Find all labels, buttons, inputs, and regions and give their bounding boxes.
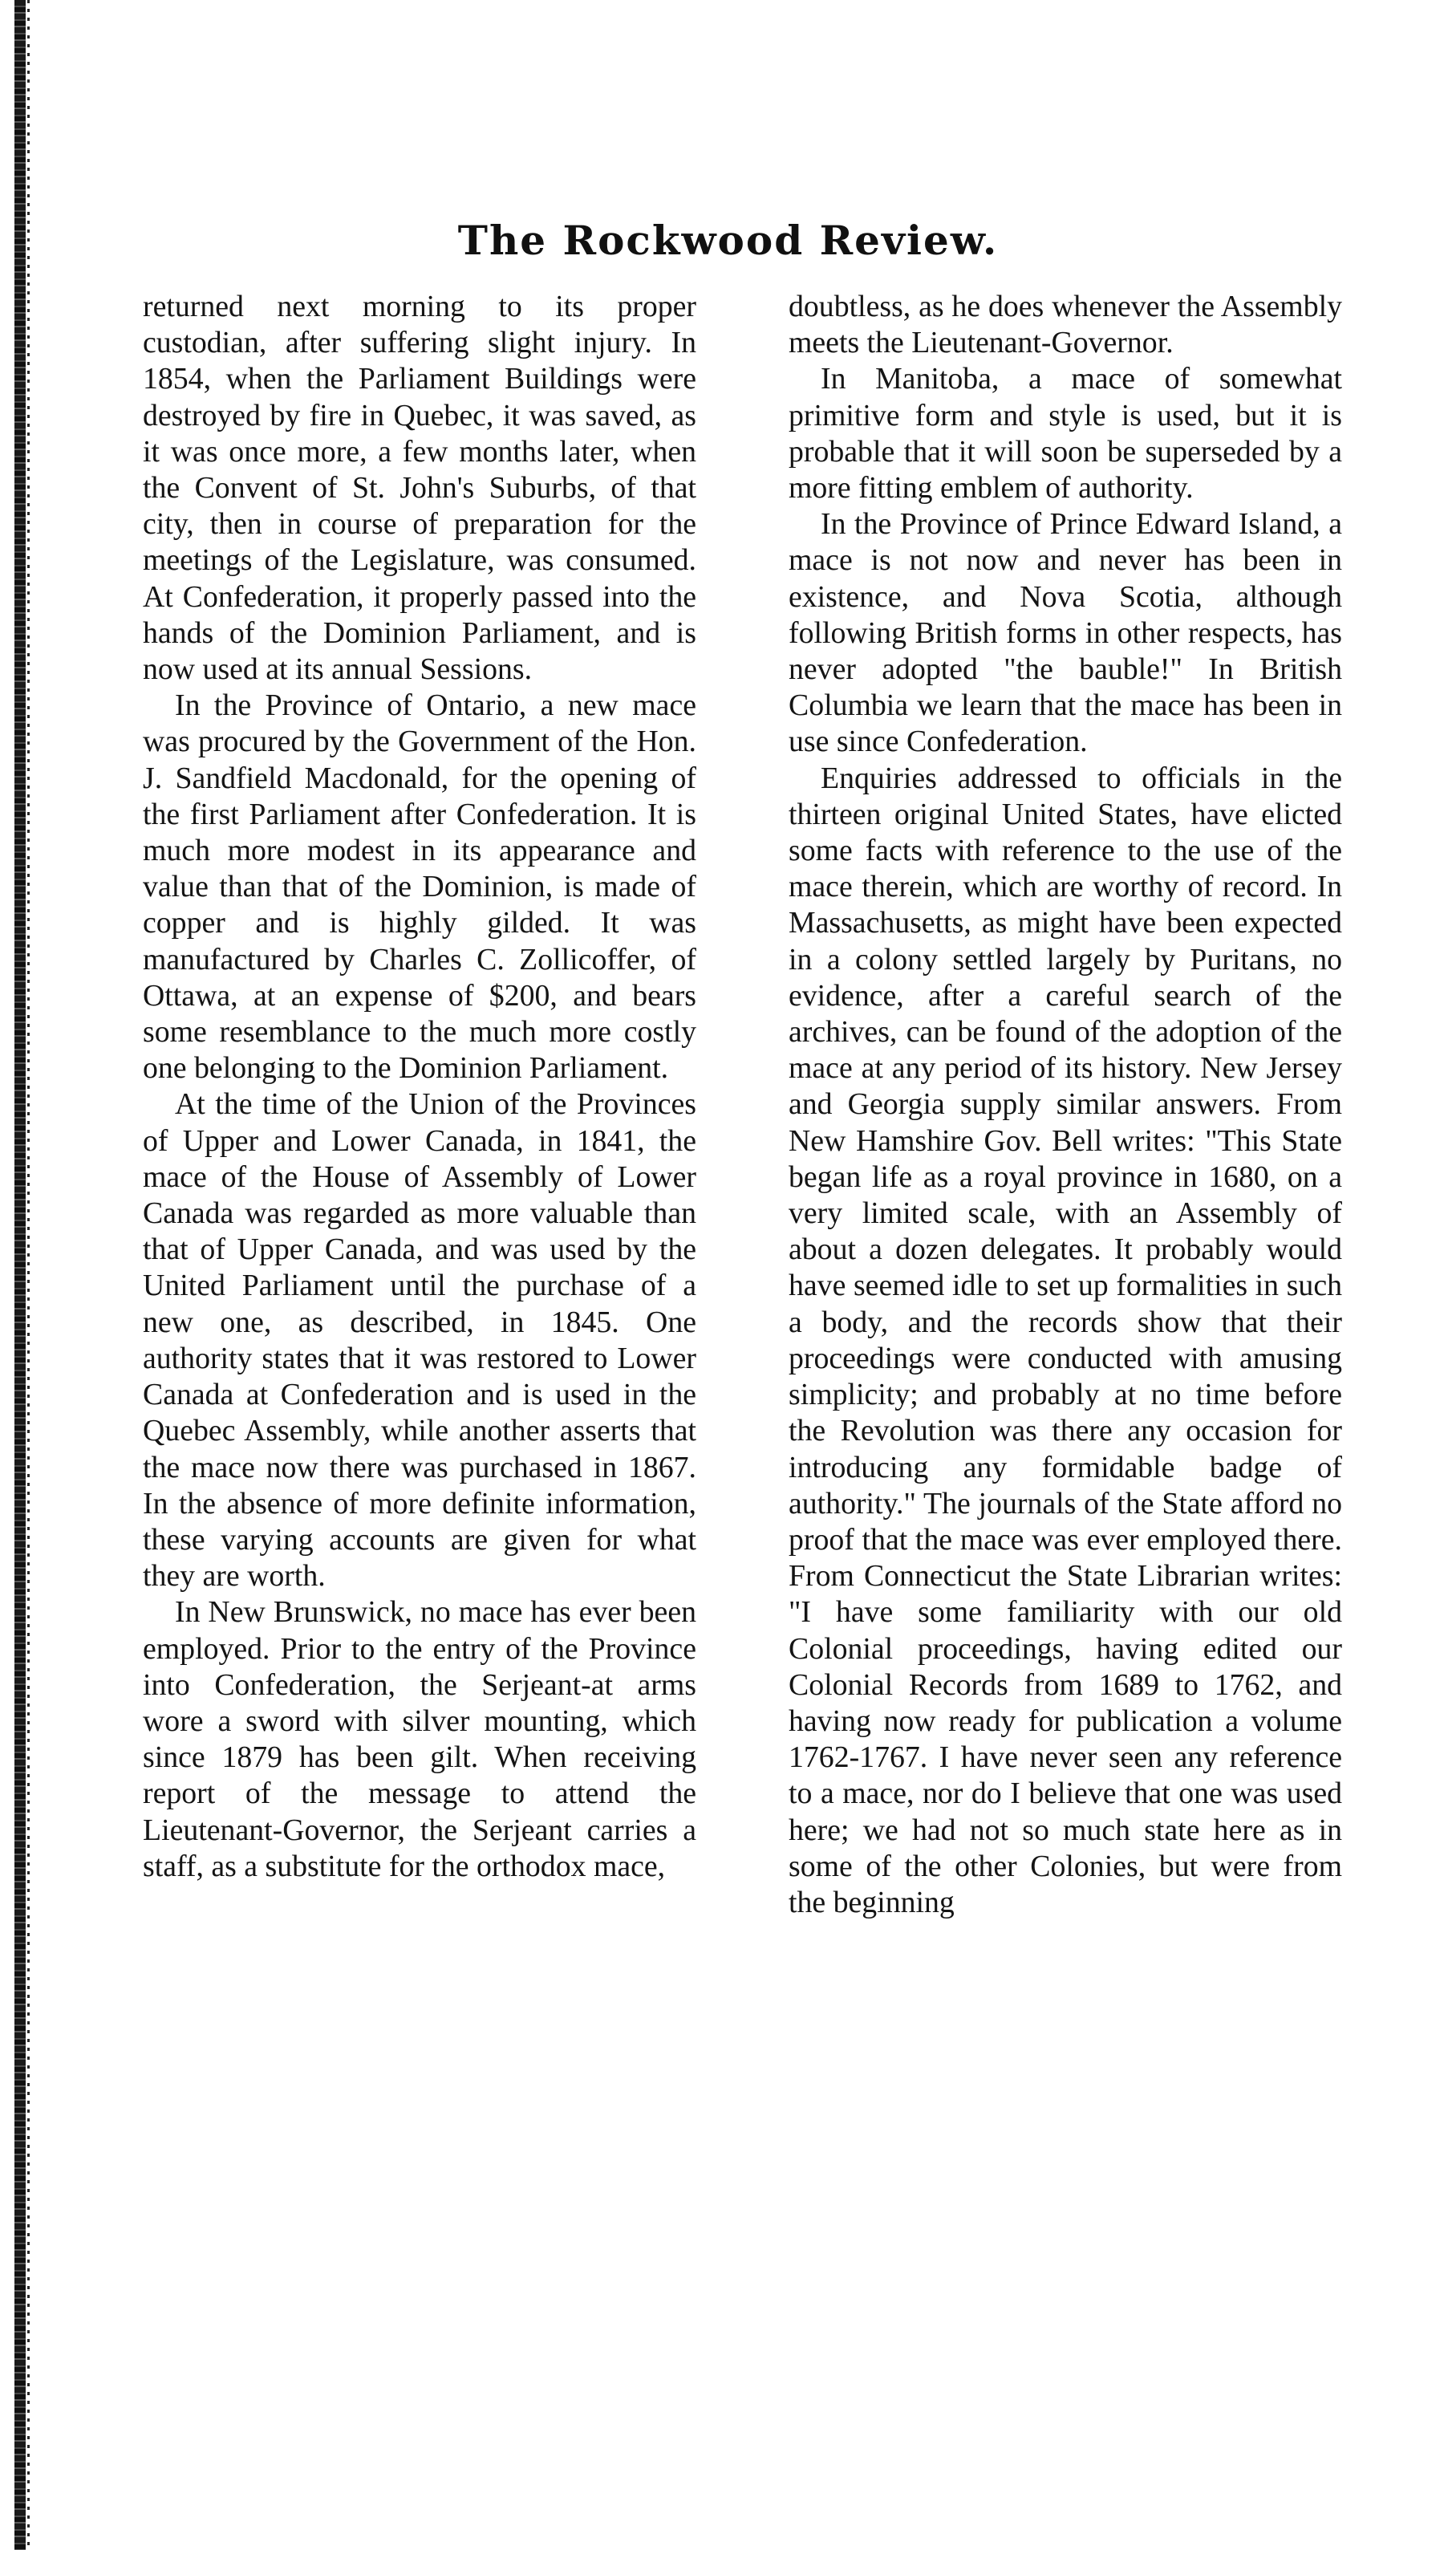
paragraph: doubtless, as he does whenever the Assembly meets the Lieutenant-Governor. xyxy=(789,290,1342,360)
paragraph: In New Brunswick, no mace has ever been employed. Prior to the entry of the Province into Confederation, the Serjeant-at arms wore a sword with silver mounting, which since 1879 has been gilt. When receiving report of the message to attend the Lieutenant-Governor, the Serjeant carries a staff, as a substitute for the orthodox mace, xyxy=(143,1595,696,1883)
paragraph: In the Province of Ontario, a new mace was procured by the Government of the Hon. J. Sandfield Macdonald, for the opening of the first Parliament after Confederation. It is much more modest in its appearance and value than that of the Dominion, is made of copper and is highly gilded. It was manufactured by Charles C. Zollicoffer, of Ottawa, at an expense of $200, and bears some resemblance to the much more costly one belonging to the Dominion Parliament. xyxy=(143,688,696,1086)
right-column xyxy=(789,289,1342,2536)
paragraph: In the Province of Prince Edward Island, a mace is not now and never has been in existence, and Nova Scotia, although following British forms in other respects, has never adopted "the bauble!" In British Columbia we learn that the mace has been in use since Confederation. xyxy=(789,507,1342,759)
paragraph: returned next morning to its proper custodian, after suffering slight injury. In 1854, when the Parliament Buildings were destroyed by fire in Quebec, it was saved, as it was once more, a few months later, when the Convent of St. John's Suburbs, of that city, then in course of preparation for the meetings of the Legislature, was consumed. At Confederation, it properly passed into the hands of the Dominion Parliament, and is now used at its annual Sessions. xyxy=(143,290,696,687)
masthead-title: The Rockwood Review. xyxy=(457,217,999,264)
paragraph: In Manitoba, a mace of somewhat primitive form and style is used, but it is probable that it will soon be superseded by a more fitting emblem of authority. xyxy=(789,362,1342,506)
page-binding-stitching xyxy=(27,0,30,2550)
page-binding-edge xyxy=(14,0,26,2550)
paragraph: At the time of the Union of the Provinces of Upper and Lower Canada, in 1841, the mace of the House of Assembly of Lower Canada was regarded as more valuable than that of Upper Canada, and was used by the United Parliament until the purchase of a new one, as described, in 1845. One authority states that it was restored to Lower Canada at Confederation and is used in the Quebec Assembly, while another asserts that the mace now there was purchased in 1867. In the absence of more definite information, these varying accounts are given for what they are worth. xyxy=(143,1087,696,1594)
paragraph: Enquiries addressed to officials in the thirteen original United States, have elicted some facts with reference to the use of the mace therein, which are worthy of record. In Massachusetts, as might have been expected in a colony settled largely by Puritans, no evidence, after a careful search of the archives, can be found of the adoption of the mace at any period of its history. New Jersey and Georgia supply similar answers. From New Hamshire Gov. Bell writes: "This State began life as a royal province in 1680, on a very limited scale, with an Assembly of about a dozen delegates. It probably would have seemed idle to set up formalities in such a body, and the records show that their proceedings were conducted with amusing simplicity; and probably at no time before the Revolution was there any occasion for introducing any formidable badge of authority." The journals of the State afford no proof that the mace was ever employed there. From Connecticut the State Librarian writes: "I have some familiarity with our old Colonial proceedings, having edited our Colonial Records from 1689 to 1762, and having now ready for publication a volume 1762-1767. I have never seen any reference to a mace, nor do I believe that one was used here; we had not so much state here as in some of the other Colonies, but were from the beginning xyxy=(789,761,1342,1919)
left-column xyxy=(143,289,696,2536)
